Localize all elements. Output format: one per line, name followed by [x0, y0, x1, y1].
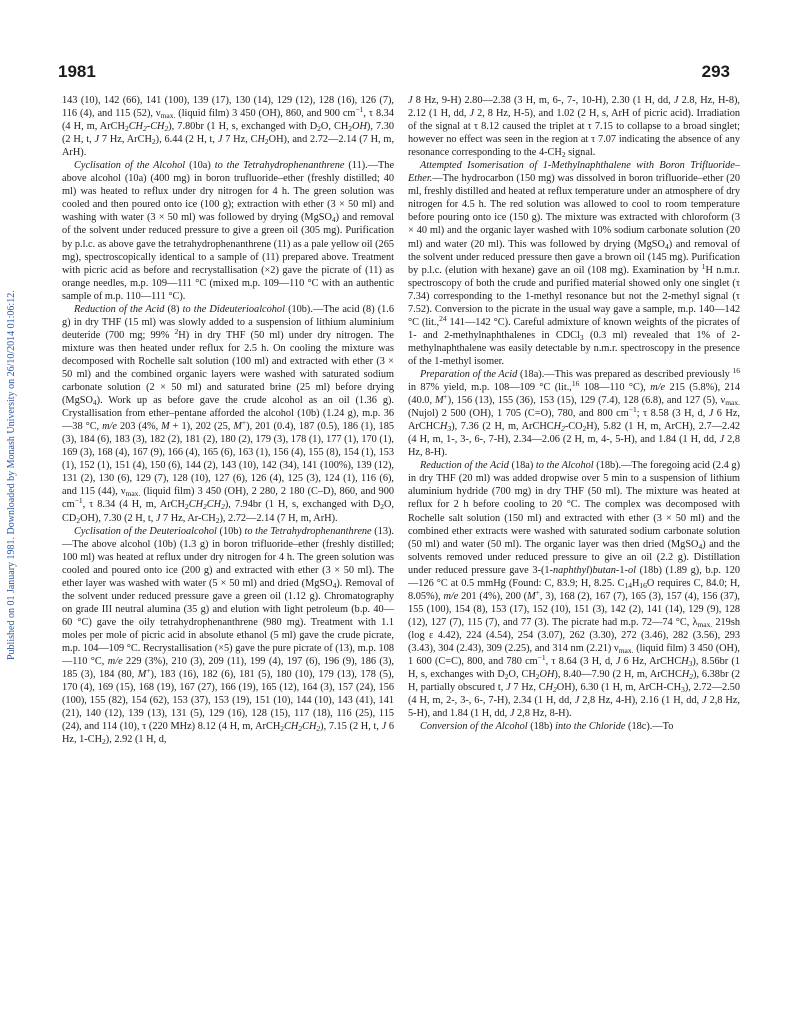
- section-cyclisation-alcohol: Cyclisation of the Alcohol (10a) to the Tetrahydrophenanthrene (11).—The above alcohol (10a) (400 mg) in boron trufluoride–ether (freshly distilled; 40 ml) was heated to reflux under dry nitrogen for 4 h. The green solution was cooled and then poured onto ice (100 g); extraction with ether (3 × 50 ml) and washing with water (3 × 50 ml) was followed by drying (MgSO$_4$) and removal of the solvent under reduced pressure to give a green oil (305 mg). Purification by p.l.c. as above gave the tetrahydrophenanthrene (11) as a pale yellow oil (265 mg), spectroscopically identical to a sample of (11) prepared above. Treatment with picric acid as before and recrystallisation (×2) gave the picrate of (11) as orange needles, m.p. 109—111 °C (mixed m.p. 109—110 °C with an authentic sample of m.p. 110—111 °C).: [62, 160, 394, 302]
- section-heading: Reduction of the Acid: [74, 303, 165, 315]
- page-number: 293: [701, 62, 730, 81]
- section-heading: Cyclisation of the Deuterioalcohol: [74, 525, 217, 537]
- section-heading: Attempted Isomerisation of 1-Methylnaphthalene with Boron Trifluoride–Ether.: [408, 160, 740, 185]
- section-heading: Conversion of the Alcohol: [420, 721, 528, 733]
- paragraph-continued: J 8 Hz, 9-H) 2.80—2.38 (3 H, m, 6-, 7-, 10-H), 2.30 (1 H, dd, J 2.8, Hz, H-8), 2.12 (1 H, dd, J 2, 8 Hz, H-5), and 1.02 (2 H, s, ArH of picric acid). Irradiation of the signal at τ 8.12 caused the triplet at τ 7.15 to collapse to a broad singlet; however no effect was seen in the region at τ 7.07 indicating the absence of any resonance corresponding to the $4-CH_2$ signal.: [408, 95, 740, 160]
- section-heading: Cyclisation of the Alcohol: [74, 160, 186, 172]
- section-preparation-acid: Preparation of the Acid (18a).—This was prepared as described previously $^{16}$ in 87% yield, m.p. 108—109 °C (lit.,$^{16}$ 108—110 °C), m/e 215 (5.8%), 214 (40.0, M+), 156 (13), 155 (36), 153 (15), 129 (7.4), 128 (6.8), and 127 (5), $\nu_{max.}$ (Nujol) 2 500 (OH), 1 705 (C=O), 780, and 800 $cm^{-1}$; τ 8.58 (3 H, d, J 6 Hz, ArCHCH$_3$), 7.36 (2 H, m, $ArCHCH_2-CO_2H$), 5.82 (1 H, m, ArCH), 2.7—2.42 (4 H, m, 1-, 3-, 6-, 7-H), 2.34—2.06 (2 H, m, 4-, 5-H), and 1.84 (1 H, dd, J 2,8 Hz, 8-H).: [408, 365, 740, 459]
- right-column: [408, 94, 740, 1014]
- download-notice[interactable]: Published on 01 January 1981. Downloaded by Monash University on 26/10/2014 01:06:12.: [6, 290, 17, 660]
- section-heading: Reduction of the Acid: [420, 460, 509, 472]
- section-cyclisation-deuterioalcohol: Cyclisation of the Deuterioalcohol (10b) to the Tetrahydrophenanthrene (13).—The above alcohol (10b) (1.3 g) in boron trifluoride–ether (freshly distilled; 100 ml) was heated at reflux under dry nitrogen for 4 h. The green solution was cooled and poured onto ice (200 g) and extracted with ether (3 × 50 ml). The ether layer was washed with water (5 × 50 ml) and dried (MgSO$_4$). Removal of the solvent under reduced pressure gave a green oil (1.12 g). Chromatography on grade III neutral alumina (35 g) and elution with light petroleum (b.p. 40—60 °C) gave the oily tetrahydrophenanthrene (980 mg). Treatment with 1.1 moles per mole of picric acid in absolute ethanol (5 ml) gave the crude picrate, m.p. 104—109 °C. Recrystallisation (×5) gave the pure picrate of (13), m.p. 108—110 °C, m/e 229 (3%), 210 (3), 209 (11), 199 (4), 197 (6), 196 (9), 186 (3), 185 (3), 184 (80, M+), 183 (16), 182 (6), 181 (5), 180 (10), 179 (13), 178 (5), 170 (4), 169 (15), 168 (19), 167 (27), 166 (19), 165 (12), 164 (3), 157 (24), 156 (100), 155 (82), 154 (62), 153 (37), 153 (19), 151 (10), 144 (10), 143 (41), 141 (21), 140 (12), 139 (13), 131 (5), 129 (16), 128 (15), 117 (18), 116 (25), 115 (24), and 114 (10), τ (220 MHz) 8.12 (4 H, m, $ArCH_2CH_2CH_2$), 7.15 (2 H, t, J 6 Hz, $1-CH_2$), 2.92 (1 H, d,: [62, 525, 394, 747]
- running-header-year: 1981: [58, 62, 96, 81]
- section-conversion-chloride: Conversion of the Alcohol (18b) into the Chloride (18c).—To: [420, 721, 674, 733]
- left-column: [62, 94, 394, 1014]
- paragraph-continued: 143 (10), 142 (66), 141 (100), 139 (17), 130 (14), 129 (12), 128 (16), 126 (7), 116 (4), and 115 (52), $\nu_{max.}$ (liquid film) 3 450 (OH), 860, and 900 $cm^{-1}$, τ 8.34 (4 H, m, $ArCH_2CH_2-CH_2$), 7.80br (1 H, s, exchanged with $D_2O$, $CH_2OH$), 7.30 (2 H, t, J 7 Hz, ArCH$_2$), 6.44 (2 H, t, J 7 Hz, $CH_2OH$), and 2.72—2.14 (7 H, m, ArH).: [62, 95, 394, 159]
- section-reduction-acid-alcohol: Reduction of the Acid (18a) to the Alcohol (18b).—The foregoing acid (2.4 g) in dry THF (20 ml) was added dropwise over 5 min to a suspension of lithium aluminium hydride (700 mg) in dry THF (50 ml). The mixture was heated at reflux for 2 h before cooling to 20 °C. The complex was decomposed with Rochelle salt solution (150 ml) and extracted with ether (3 × 50 ml) and the combined ether extracts were washed with saturated sodium carbonate solution (50 ml) and water (50 ml). The organic layer was then dried (MgSO$_4$) and the solvents removed under reduced pressure to give an oil (2.2 g). Distillation under reduced pressure gave 3-(1-naphthyl)butan-1-ol (18b) (1.89 g), b.p. 120—126 °C at 0.5 mmHg (Found: C, 83.9; H, 8.25. $C_{14}H_{16}O$ requires C, 84.0; H, 8.05%), m/e 201 (4%), 200 (M+, 3), 168 (2), 167 (7), 165 (3), 157 (4), 156 (37), 155 (100), 154 (8), 153 (17), 152 (10), 151 (3), 142 (2), 141 (14), 129 (9), 128 (12), 127 (7), 115 (7), and 77 (3). The picrate had m.p. 72—74 °C, $\lambda_{max.}$ 219sh (log ε 4.42), 224 (4.54), 254 (3.07), 262 (3.30), 272 (3.46), 282 (3.56), 293 (3.43), 304 (2.43), 309 (2.25), and 314 nm (2.21) $\nu_{max.}$ (liquid film) 3 450 (OH), 1 600 (C=C), 800, and 780 $cm^{-1}$, τ 8.64 (3 H, d, J 6 Hz, ArCHCH$_3$), 8.56br (1 H, s, exchanges with $D_2O$, $CH_2OH$), 8.40—7.90 (2 H, m, ArCHCH$_2$), 6.38br (2 H, partially obscured t, J 7 Hz, $CH_2OH$), 6.30 (1 H, m, ArCH-$CH_3$), 2.72—2.50 (4 H, m, 2-, 3-, 6-, 7-H), 2.34 (1 H, dd, J 2,8 Hz, 4-H), 2.16 (1 H, dd, J 2,8 Hz, 5-H), and 1.84 (1 H, dd, J 2,8 Hz, 8-H).: [408, 460, 740, 720]
- section-attempted-isomerisation: Attempted Isomerisation of 1-Methylnaphthalene with Boron Trifluoride–Ether.—The hydrocarbon (150 mg) was dissolved in boron trifluoride–ether (20 ml, freshly distilled and heated at reflux temperature under an atmosphere of dry nitrogen for 4.5 h. The red solution was allowed to cool to room temperature before pouring onto ice (150 g). The mixture was extracted with chloroform (3 × 40 ml) and the organic layer washed with 10% sodium carbonate solution (20 ml) and water (20 ml). This was followed by drying (MgSO$_4$) and removal of the solvent under reduced pressure then gave a brown oil (145 mg). Purification by p.l.c. (elution with hexane) gave an oil (108 mg). Examination by $^1$H n.m.r. spectroscopy of both the crude and purified material showed only one singlet (τ 7.34) corresponding to the 1-methyl resonance but not the 2-methyl signal (τ 7.52). Conversion to the picrate in the usual way gave a sample, m.p. 140—142 °C (lit.,$^{24}$ 141—142 °C). Careful admixture of known weights of the picrates of 1- and 2-methylnaphthalenes in CDCl$_3$ (0.3 ml) revealed that 1% of 2-methylnaphthalene was easily detectable by n.m.r. spectroscopy in the presence of the 1-methyl isomer.: [408, 160, 740, 367]
- section-reduction-acid: Reduction of the Acid (8) to the Dideuterioalcohol (10b).—The acid (8) (1.6 g) in dry THF (15 ml) was slowly added to a suspension of lithium aluminium deuteride (700 mg; 99% $^2$H) in dry THF (50 ml) under dry nitrogen. The mixture was then heated under reflux for 2.5 h. On cooling the mixture was decomposed with Rochelle salt solution (100 ml) and extracted with ether (3 × 50 ml) and the combined organic layers were washed with saturated sodium carbonate solution (2 × 50 ml) and saturated brine (25 ml) before drying (MgSO$_4$). Work up as before gave the crude alcohol as an oil (1.36 g). Crystallisation from ether–pentane afforded the alcohol (10b) (1.24 g), m.p. 36—38 °C, m/e 203 (4%, M + 1), 202 (25, M+), 201 (0.4), 187 (0.5), 186 (1), 185 (3), 184 (6), 183 (3), 182 (2), 181 (2), 180 (2), 179 (3), 178 (1), 177 (1), 170 (1), 169 (3), 168 (4), 167 (9), 166 (4), 165 (6), 163 (1), 156 (4), 155 (8), 154 (1), 153 (1), 152 (1), 151 (4), 150 (6), 144 (2), 143 (10), 142 (34), 141 (100%), 139 (12), 131 (2), 130 (6), 129 (7), 128 (10), 127 (6), 126 (4), 125 (3), 124 (1), 116 (6), and 115 (44), $\nu_{max.}$ (liquid film) 3 450 (OH), 2 280, 2 180 (C–D), 860, and 900 $cm^{-1}$, τ 8.34 (4 H, m, $ArCH_2CH_2CH_2$), 7.94br (1 H, s, exchanged with $D_2O$, $CD_2OH$), 7.30 (2 H, t, J 7 Hz, $Ar-CH_2$), 2.72—2.14 (7 H, m, ArH).: [62, 303, 394, 525]
- section-heading: Preparation of the Acid: [420, 368, 518, 380]
